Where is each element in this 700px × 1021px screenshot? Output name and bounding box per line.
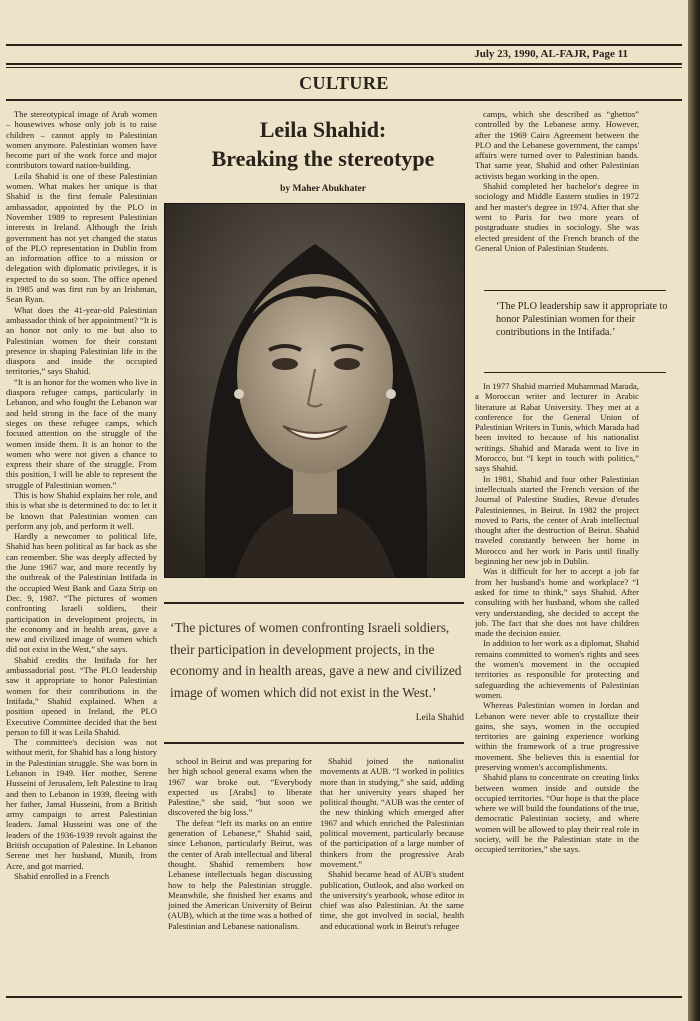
paragraph: The stereotypical image of Arab women – housewives whose only job is to raise children – cannot apply to Palestinian women anymore. Palestinian women have become part of the work force and major contributors toward nation-building.: [6, 109, 157, 171]
paragraph: Hardly a newcomer to political life, Shahid has been political as far back as she can remember. She was deeply affected by the June 1967 war, and more recently by the outbreak of the Palestinian Intifada in the occupied West Bank and Gaza Strip on Dec. 9, 1987. “The pictures of women confronting Israeli soldiers, their participation in development projects, in the economy and in health areas, gave a new and civilized image of women which did not exist in the West,” she says.: [6, 531, 157, 655]
paragraph: “It is an honor for the women who live in diaspora refugee camps, particularly in Lebanon, and who fought the Lebanon war and held strong in the face of the many sieges on these refugee camps, which focused attention on the struggle of the women inside them. It is an honor to the women who were not given a chance to express their share of the struggle. From this position, I will be able to represent the struggle of Palestinian women.”: [6, 376, 157, 490]
side-quote-rule-bottom: [484, 372, 666, 373]
section-title: CULTURE: [299, 73, 389, 93]
headline-line-1: Leila Shahid:: [259, 117, 387, 142]
paragraph: In 1977 Shahid married Muhammad Marada, a Moroccan writer and lecturer in Arabic literature at Rabat University. They met at a conference for the General Union of Palestinian Writers in Tunis, which Marada had been invited to because of his nationalist writings. Shahid and Marada went to live in Morocco, but “I kept in touch with politics,” says Shahid.: [475, 381, 639, 474]
pull-quote-attribution: Leila Shahid: [415, 713, 464, 723]
paragraph: This is how Shahid explains her role, and this is what she is determined to do: to let it be known that Palestinian women can perform any job, and perform it well.: [6, 489, 157, 531]
paragraph: Shahid completed her bachelor's degree in sociology and Middle Eastern studies in 1972 and her master's degree in 1974. After that she went to Paris for two more years of postgraduate studies in sociology. She was elected president of the French branch of the General Union of Palestinian Students.: [475, 181, 639, 253]
paragraph: The defeat “left its marks on an entire generation of Lebanese,” Shahid said, since Lebanon, particularly Beirut, was the center of Arab intellectual and liberal thought. Shahid remembers how Lebanese intellectuals began discussing how to help the Palestinian struggle. Meanwhile, she finished her exams and joined the American University of Beirut (AUB), which at the time was a hotbed of Palestinian and Lebanese nationalism.: [168, 817, 312, 931]
page-folio: July 23, 1990, AL-FAJR, Page 11: [474, 48, 628, 60]
pull-quote-main: ‘The pictures of women confronting Israeli soldiers, their participation in development projects, in the economy and in health areas, gave a new and civilized image of women which did not exist in the West.’: [170, 620, 462, 700]
paragraph: Was it difficult for her to accept a job far from her husband's home and workplace? “I asked for time to think,” says Shahid. After consulting with her husband, whom she called very understanding, she decided to accept the job. The fact that she does not have children made the decision easier.: [475, 566, 639, 639]
left-column: [6, 109, 157, 951]
paragraph: The committee's decision was not without merit, for Shahid has a long history in the Palestinian struggle. She was born in Lebanon in 1949. Her mother, Serene Husseini of Jerusalem, left Palestine to Iraq and then to Lebanon in 1939, fleeing with her father, Jamal Husseini, from a British army campaign to arrest Palestinian leaders. Jamal Husseini was one of the leaders of the 1936-1939 revolt against the British occupation of Palestine. In Lebanon Serene met her husband, Munib, from Acre, and got married.: [6, 737, 157, 871]
paragraph: In addition to her work as a diplomat, Shahid remains committed to women's rights and sees the women's movement in the occupied territories as responsible for protecting and safeguarding the achievements of Palestinian women.: [475, 638, 639, 700]
paragraph: school in Beirut and was preparing for her high school general exams when the 1967 war broke out. “Everybody expected us [Arabs] to liberate Palestine,” she said, “but soon we discovered the big loss.”: [168, 756, 312, 818]
paragraph: Leila Shahid is one of these Palestinian women. What makes her unique is that Shahid is the first female Palestinian ambassador, appointed by the PLO in November 1989 to represent Palestinian interests in Ireland. Although the Irish government has not yet changed the status of the PLO representation in Dublin from an information office to a mission or delegation with diplomatic privileges, it is expected to do so soon. The office opened in 1985 and was first run by an Irishman, Sean Ryan.: [6, 170, 157, 305]
portrait-illustration: [165, 204, 464, 577]
center-column-2: [320, 756, 464, 951]
section-rule: [6, 99, 682, 101]
center-column-1: [168, 756, 312, 951]
pull-quote-side: ‘The PLO leadership saw it appropriate to honor Palestinian women for their contributions in the Intifada.’: [496, 301, 668, 339]
header-rule-thin: [6, 67, 682, 68]
side-quote-rule-top: [484, 290, 666, 291]
bottom-rule: [6, 996, 682, 998]
headline-line-2: Breaking the stereotype: [211, 146, 435, 171]
right-column-top: [475, 109, 639, 285]
paragraph: Shahid enrolled in a French: [14, 870, 109, 881]
paragraph: Whereas Palestinian women in Jordan and Lebanon were never able to crystallize their gains, she says, women in the occupied territories are gaining experience working within the framework of a true progressive movement. She believes this is essential for preserving women's accomplishments.: [475, 700, 639, 772]
byline: by Maher Abukhater: [280, 184, 366, 194]
page-binding-edge: [688, 0, 700, 1021]
paragraph: Shahid joined the nationalist movements at AUB. “I worked in politics more than in studying,” she said, adding that her university years shaped her political thought. “AUB was the center of the new thinking which emerged after 1967 and which enriched the Palestinian political movement, particularly because of the participation of a large number of thinkers from the progressive Arab movement.”: [320, 756, 464, 869]
right-column-bottom: [475, 381, 639, 951]
quote-rule-bottom: [164, 742, 464, 744]
paragraph: camps, which she described as “ghettos” controlled by the Lebanese army. However, after the 1969 Cairo Agreement between the PLO and the Lebanese government, the camps' affairs were turned over to Palestinian hands. That same year, Shahid and other Palestinian activists began working in the open.: [475, 109, 639, 181]
header-rule: [6, 63, 682, 65]
portrait-photo: [164, 203, 465, 578]
quote-rule-top: [164, 602, 464, 604]
paragraph: What does the 41-year-old Palestinian ambassador think of her appointment? “It is an honor not only to me but also to Palestinian women for their constant presence in shaping Palestinian life in the diaspora and inside the occupied territories,” says Shahid.: [6, 304, 157, 377]
paragraph: Shahid plans to concentrate on creating links between women inside and outside the occupied territories. “Our hope is that the place where we will build the foundations of the true, democratic Palestinian society, and where women will be allowed to play their real role in society, will be the Palestinian state in the occupied territories,” she says.: [475, 772, 639, 855]
top-rule: [6, 44, 682, 46]
paragraph: Shahid became head of AUB's student publication, Outlook, and also worked on the university's yearbook, whose editor in chief was also Palestinian. At the same time, she got involved in social, health and educational work in Beirut's refugee: [320, 869, 464, 931]
paragraph: Shahid credits the Intifada for her ambassadorial post. “The PLO leadership saw it appropriate to honor Palestinian women for their contributions in the Intifada,” Shahid explained. When a position opened in Ireland, the PLO Executive Committee decided that the best person to fill it was Leila Shahid.: [6, 654, 157, 737]
paragraph: In 1981, Shahid and four other Palestinian intellectuals started the French version of the Journal of Palestine Studies, Revue d'etudes Palestiniennes, in Beirut. In 1982 the project moved to Paris, the center of Arab intellectual thought after the destruction of Beirut. Shahid traveled constantly between her home in Morocco and her work in Paris until finally beginning her new job in Dublin.: [475, 473, 639, 567]
